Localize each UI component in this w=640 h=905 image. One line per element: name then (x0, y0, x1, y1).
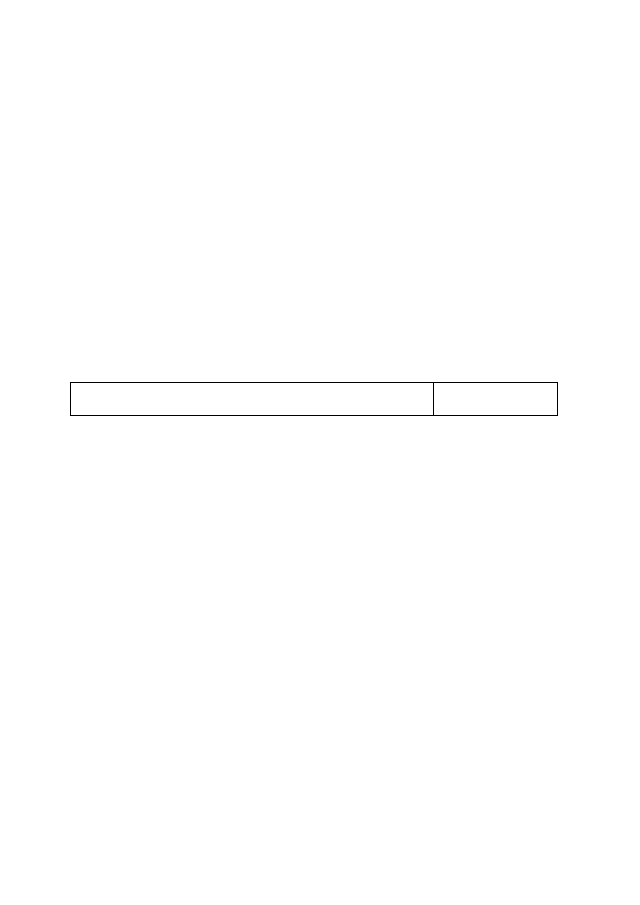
item-48-mark (434, 383, 558, 416)
item-48-line1 (74, 383, 430, 399)
table-item-48 (70, 382, 558, 416)
item-48-text (71, 383, 434, 416)
item-48-line2 (74, 399, 430, 415)
